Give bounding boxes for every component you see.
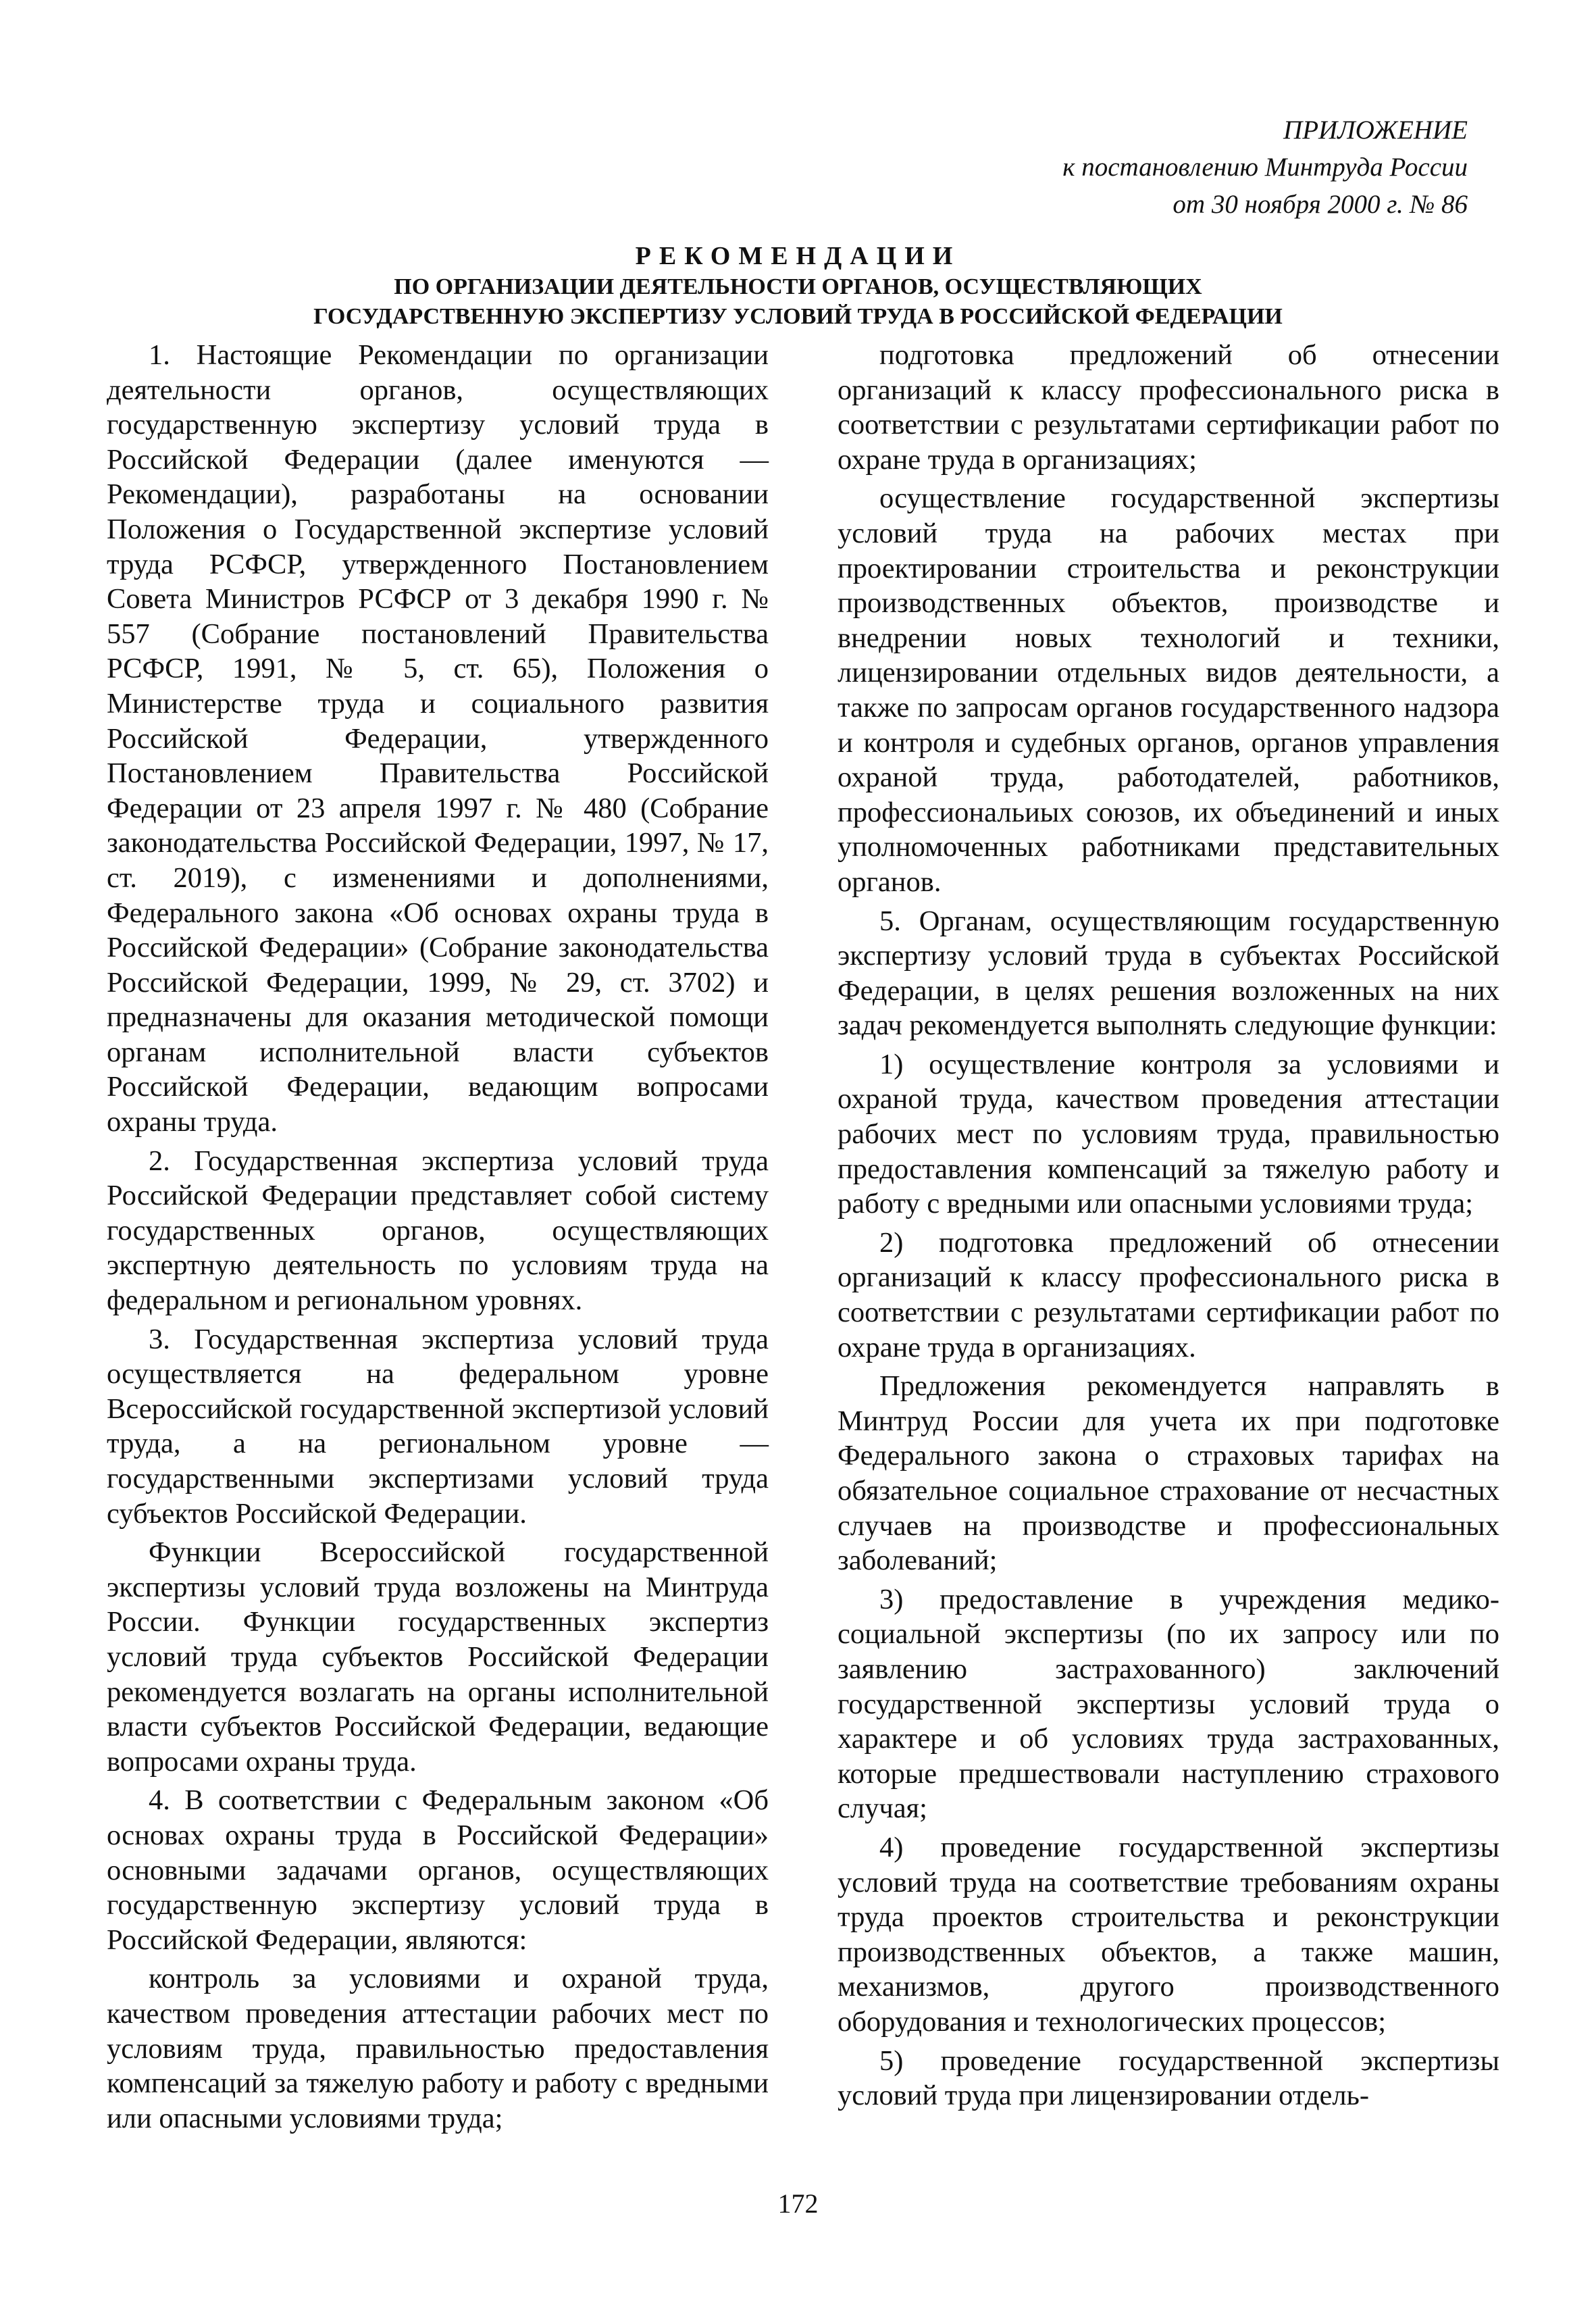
function-2: 2) подготовка предложений об отнесении организаций к классу профессионального риска в соответствии с результатами сертификации работ по охране труда в организациях.	[838, 1226, 1499, 1363]
function-5: 5) проведение государственной экспертизы условий труда при лицензировании отдель-	[838, 2044, 1499, 2112]
title-line-2: ПО ОРГАНИЗАЦИИ ДЕЯТЕЛЬНОСТИ ОРГАНОВ, ОСУЩЕСТВЛЯЮЩИХ	[394, 274, 1202, 299]
appendix-label: ПРИЛОЖЕНИЕ	[1283, 116, 1468, 145]
appendix-resolution: к постановлению Минтруда России	[1062, 153, 1468, 182]
paragraph-5: 5. Органам, осуществляющим государственную экспертизу условий труда в субъектах Российской Федерации, в целях решения возложенных на них задач рекомендуется выполнять следующие функции:	[838, 905, 1499, 1042]
paragraph-2: 2. Государственная экспертиза условий труда Российской Федерации представляет собой систему государственных органов, осуществляющих экспертную деятельность по условиям труда на федеральном и региональном уровнях.	[107, 1145, 769, 1317]
document-title	[135, 240, 1461, 332]
function-2-proposals: Предложения рекомендуется направлять в Минтруд России для учета их при подготовке Федерального закона о страховых тарифах на обязательное социальное страхование от несчастных случаев на производстве и профессиональных заболеваний;	[838, 1370, 1499, 1577]
paragraph-3: 3. Государственная экспертиза условий труда осуществляется на федеральном уровне Всероссийской государственной экспертизой условий труда, а на региональном уровне — государственными экспертизами условий труда субъектов Российской Федерации.	[107, 1323, 769, 1530]
left-column	[107, 338, 769, 2136]
page-number: 172	[777, 2188, 819, 2219]
paragraph-1: 1. Настоящие Рекомендации по организации деятельности органов, осуществляющих государственную экспертизу условий труда в Российской Федерации (далее именуются — Рекомендации), разработаны на основании Положения о Государственной экспертизе условий труда РСФСР, утвержденного Постановлением Совета Министров РСФСР от 3 декабря 1990 г. № 557 (Собрание постановлений Правительства РСФСР, 1991, № 5, ст. 65), Положения о Министерстве труда и социального развития Российской Федерации, утвержденного Постановлением Правительства Российской Федерации от 23 апреля 1997 г. № 480 (Собрание законодательства Российской Федерации, 1997, № 17, ст. 2019), с изменениями и дополнениями, Федерального закона «Об основах охраны труда в Российской Федерации» (Собрание законодательства Российской Федерации, 1999, № 29, ст. 3702) и предназначены для оказания методической помощи органам исполнительной власти субъектов Российской Федерации, ведающим вопросами охраны труда.	[107, 339, 769, 1138]
title-line-3: ГОСУДАРСТВЕННУЮ ЭКСПЕРТИЗУ УСЛОВИЙ ТРУДА В РОССИЙСКОЙ ФЕДЕРАЦИИ	[313, 304, 1283, 329]
function-3: 3) предоставление в учреждения медико-социальной экспертизы (по их запросу или по заявлению застрахованного) заключений государственной экспертизы условий труда о характере и об условиях труда застрахованных, которые предшествовали наступлению страхового случая;	[838, 1583, 1499, 1825]
paragraph-4-task-control: контроль за условиями и охраной труда, качеством проведения аттестации рабочих мест по условиям труда, правильностью предоставления компенсаций за тяжелую работу и работу с вредными или опасными условиями труда;	[107, 1963, 769, 2134]
paragraph-4-task-expertise: осуществление государственной экспертизы условий труда на рабочих местах при проектировании строительства и реконструкции производственных объектов, производстве и внедрении новых технологий и техники, лицензировании отдельных видов деятельности, а также по запросам органов государственного надзора и контроля и судебных органов, органов управления охраной труда, работодателей, работников, профессиональиых союзов, их объединений и иных уполномоченных работниками представительных органов.	[838, 482, 1499, 898]
function-1: 1) осуществление контроля за условиями и охраной труда, качеством проведения аттестации рабочих мест по условиям труда, правильностью предоставления компенсаций за тяжелую работу и работу с вредными или опасными условиями труда;	[838, 1048, 1499, 1220]
paragraph-4: 4. В соответствии с Федеральным законом «Об основах охраны труда в Российской Федерации» основными задачами органов, осуществляющих государственную экспертизу условий труда в Российской Федерации, являются:	[107, 1784, 769, 1956]
title-main: РЕКОМЕНДАЦИИ	[635, 242, 961, 270]
right-column	[838, 338, 1499, 2113]
function-4: 4) проведение государственной экспертизы условий труда на соответствие требованиям охраны труда проектов строительства и реконструкции производственных объектов, а также машин, механизмов, другого производственного оборудования и технологических процессов;	[838, 1831, 1499, 2038]
appendix-date: от 30 ноября 2000 г. № 86	[1173, 190, 1468, 219]
paragraph-4-task-proposals: подготовка предложений об отнесении организаций к классу профессионального риска в соответствии с результатами сертификации работ по охране труда в организациях;	[838, 339, 1499, 476]
appendix-header	[860, 111, 1468, 223]
paragraph-3-functions: Функции Всероссийской государственной экспертизы условий труда возложены на Минтруда России. Функции государственных экспертиз условий труда субъектов Российской Федерации рекомендуется возлагать на органы исполнительной власти субъектов Российской Федерации, ведающие вопросами охраны труда.	[107, 1536, 769, 1778]
